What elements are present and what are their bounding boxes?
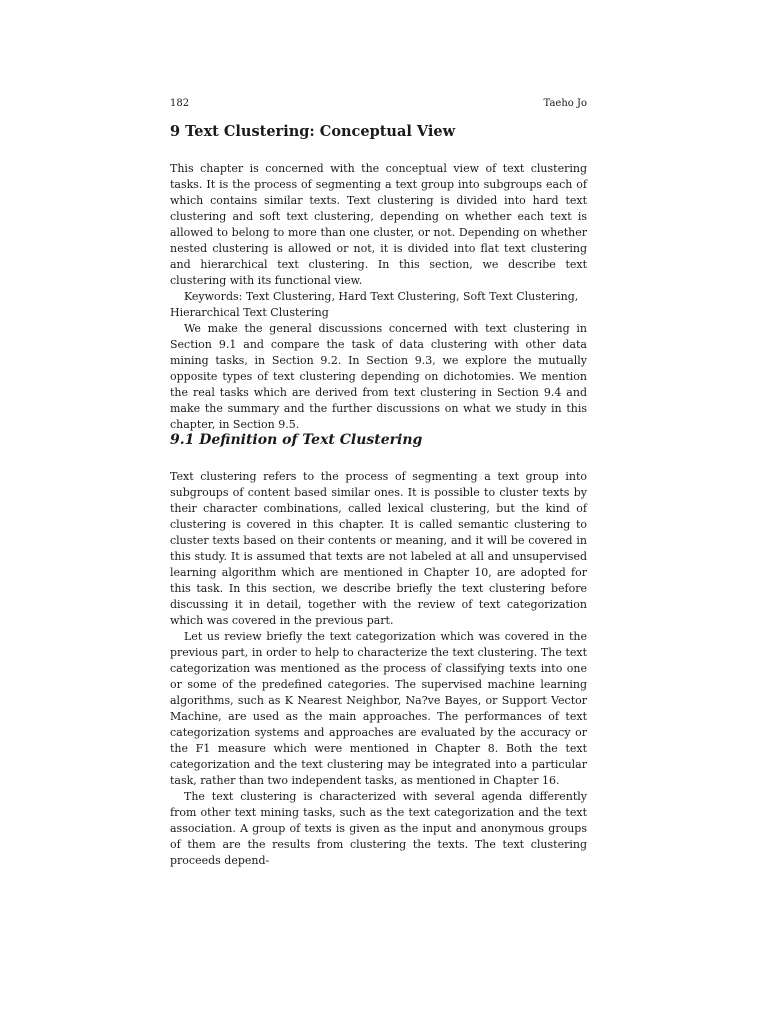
intro-paragraph: This chapter is concerned with the conceptual view of text clustering tasks. It is the process of segmenting a text group into subgroups each of which contains similar texts. Text clustering is divided into hard text clustering and soft text clustering, depending on whether each text is allowed to belong to more than one cluster, or not. Depending on whether nested clustering is allowed or not, it is divided into flat text clustering and hierarchical text clustering. In this section, we describe text clustering with its functional view.	[170, 162, 587, 287]
section-body	[170, 469, 587, 869]
chapter-title: 9 Text Clustering: Conceptual View	[170, 123, 456, 140]
section-heading: 9.1 Definition of Text Clustering	[170, 432, 423, 448]
section-paragraph-3: The text clustering is characterized with several agenda differently from other text mining tasks, such as the text categorization and the text association. A group of texts is given as the input and anonymous groups of them are the results from clustering the texts. The text clustering proceeds depend-	[170, 790, 587, 867]
page-number: 182	[170, 98, 190, 109]
keywords-paragraph: Keywords: Text Clustering, Hard Text Clustering, Soft Text Clustering, Hierarchical Text Clustering	[170, 290, 579, 319]
section-paragraph-1: Text clustering refers to the process of segmenting a text group into subgroups of content based similar ones. It is possible to cluster texts by their character combinations, called lexical clustering, but the kind of clustering is covered in this chapter. It is called semantic clustering to cluster texts based on their contents or meaning, and it will be covered in this study. It is assumed that texts are not labeled at all and unsupervised learning algorithm which are mentioned in Chapter 10, are adopted for this task. In this section, we describe briefly the text clustering before discussing it in detail, together with the review of text categorization which was covered in the previous part.	[170, 470, 587, 627]
running-head-author: Taeho Jo	[543, 98, 587, 109]
running-head	[170, 97, 587, 111]
section-paragraph-2: Let us review briefly the text categorization which was covered in the previous part, in order to help to characterize the text clustering. The text categorization was mentioned as the process of classifying texts into one or some of the predefined categories. The supervised machine learning algorithms, such as K Nearest Neighbor, Na?ve Bayes, or Support Vector Machine, are used as the main approaches. The performances of text categorization systems and approaches are evaluated by the accuracy or the F1 measure which were mentioned in Chapter 8. Both the text categorization and the text clustering may be integrated into a particular task, rather than two independent tasks, as mentioned in Chapter 16.	[170, 630, 587, 787]
book-page	[170, 0, 587, 1024]
chapter-intro	[170, 161, 587, 433]
intro-overview-paragraph: We make the general discussions concerned with text clustering in Section 9.1 and compare the task of data clustering with other data mining tasks, in Section 9.2. In Section 9.3, we explore the mutually opposite types of text clustering depending on dichotomies. We mention the real tasks which are derived from text clustering in Section 9.4 and make the summary and the further discussions on what we study in this chapter, in Section 9.5.	[170, 322, 587, 431]
